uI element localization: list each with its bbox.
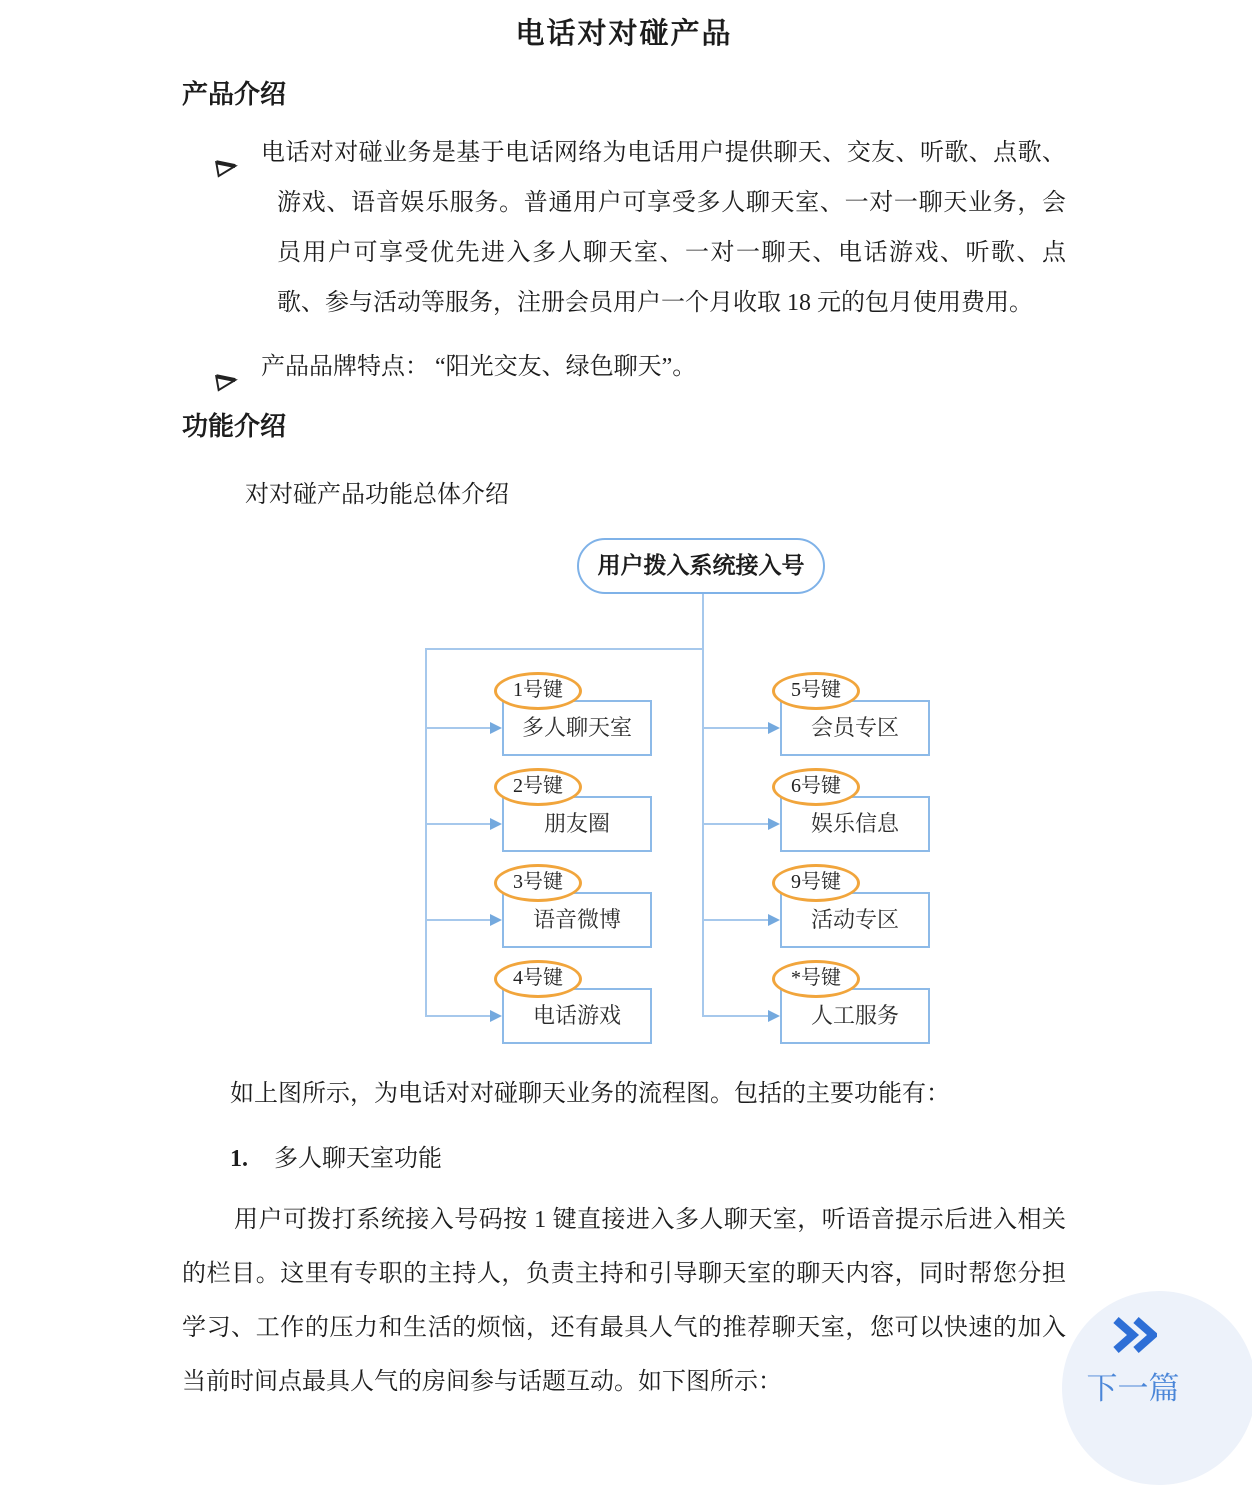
flowchart-node: 会员专区 [780,700,930,756]
key-badge: 5号键 [772,672,860,710]
body-paragraph: 用户可拨打系统接入号码按 1 键直接进入多人聊天室，听语音提示后进入相关的栏目。这里有专职的主持人，负责主持和引导聊天室的聊天内容，同时帮您分担学习、工作的压力和生活的烦恼，还有最具人气的推荐聊天室，您可以快速的加入当前时间点最具人气的房间参与话题互动。如下图所示： [182,1207,1066,1395]
list-number: 1. [230,1146,248,1172]
bullet-arrow-icon [226,355,253,379]
connector-line [704,1015,768,1017]
after-chart-paragraph: 如上图所示，为电话对对碰聊天业务的流程图。包括的主要功能有： [230,1081,950,1107]
connector-line [425,648,704,650]
key-badge: 9号键 [772,864,860,902]
connector-line [704,823,768,825]
connector-line [426,1015,490,1017]
page-title: 电话对对碰产品 [515,18,733,50]
arrowhead-icon [490,1010,502,1022]
bullet-item [182,128,1066,328]
flowchart-node: 人工服务 [780,988,930,1044]
bullet-item [182,342,1066,392]
chevron-double-right-icon [1109,1315,1157,1355]
bullet-text: 产品品牌特点： “阳光交友、绿色聊天”。 [261,354,697,380]
flowchart-root-node [577,538,825,594]
arrowhead-icon [768,1010,780,1022]
arrowhead-icon [768,914,780,926]
list-label: 多人聊天室功能 [274,1146,442,1172]
flowchart-node: 语音微博 [502,892,652,948]
connector-line [426,727,490,729]
key-badge: *号键 [772,960,860,998]
key-badge: 6号键 [772,768,860,806]
heading-feature-intro: 功能介绍 [182,412,287,441]
key-badge: 3号键 [494,864,582,902]
connector-line [704,727,768,729]
connector-line [702,594,704,1017]
arrowhead-icon [768,722,780,734]
flowchart-node: 活动专区 [780,892,930,948]
arrowhead-icon [490,914,502,926]
heading-product-intro: 产品介绍 [182,80,287,109]
key-badge: 4号键 [494,960,582,998]
key-badge: 2号键 [494,768,582,806]
connector-line [704,919,768,921]
arrowhead-icon [768,818,780,830]
connector-line [426,823,490,825]
flowchart-node: 朋友圈 [502,796,652,852]
arrowhead-icon [490,818,502,830]
key-badge: 1号键 [494,672,582,710]
feature-overview-text: 对对碰产品功能总体介绍 [245,482,509,508]
connector-line [425,648,427,1017]
flowchart-node: 电话游戏 [502,988,652,1044]
flowchart [182,538,1066,1053]
bullet-arrow-icon [226,141,253,165]
flowchart-root-label: 用户拨入系统接入号 [597,553,805,578]
next-article-button-content [1087,1315,1180,1408]
flowchart-node: 多人聊天室 [502,700,652,756]
next-article-label: 下一篇 [1086,1371,1180,1406]
numbered-list-item [182,1139,1066,1179]
bullet-text: 电话对对碰业务是基于电话网络为电话用户提供聊天、交友、听歌、点歌、游戏、语音娱乐服务。普通用户可享受多人聊天室、一对一聊天业务，会员用户可享受优先进入多人聊天室、一对一聊天、电话游戏、听歌、点歌、参与活动等服务，注册会员用户一个月收取 18 元的包月使用费用。 [261,140,1066,316]
arrowhead-icon [490,722,502,734]
connector-line [426,919,490,921]
next-article-button[interactable] [1062,1291,1252,1485]
flowchart-node: 娱乐信息 [780,796,930,852]
